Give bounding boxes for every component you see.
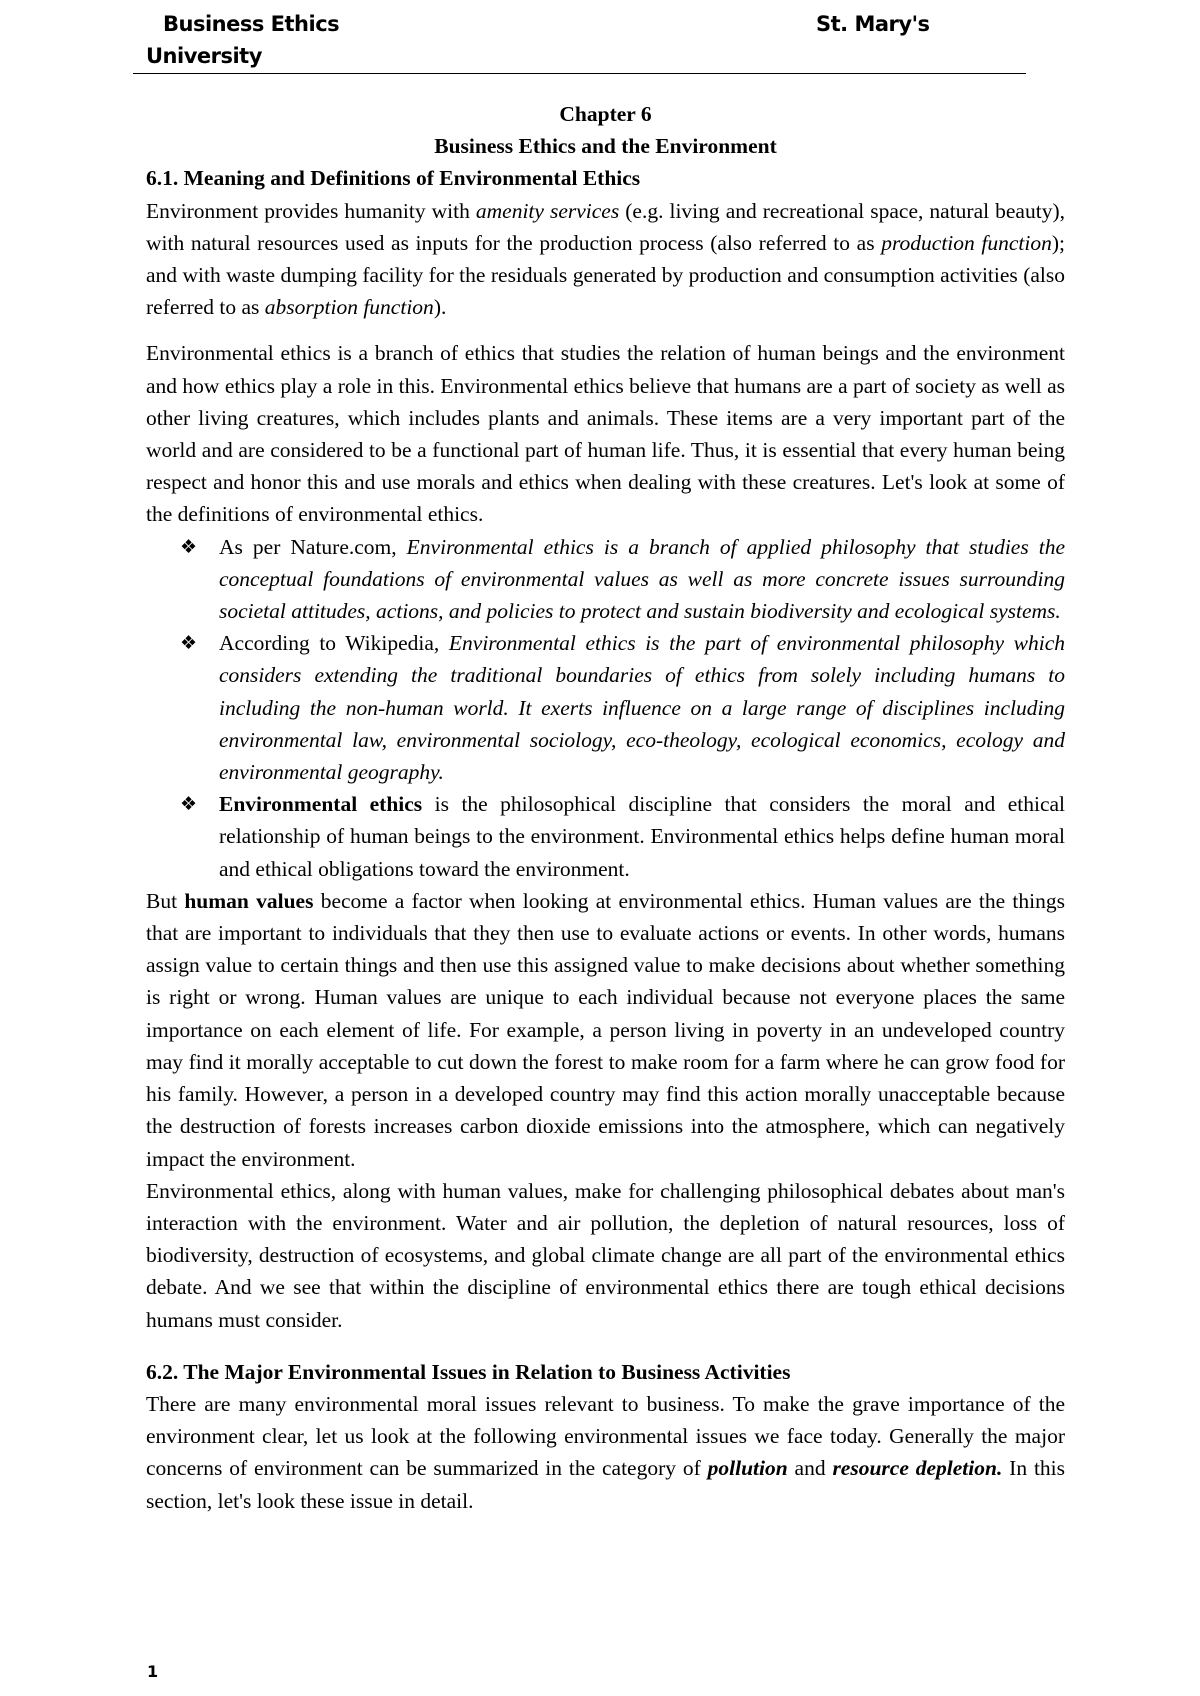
bullet-diamond-icon: ❖ [180,793,198,816]
paragraph-human-values: But human values become a factor when looking at environmental ethics. Human values are the things that are important to individuals that they then use to evaluate actions or events. In other words, humans assign value to certain things and then use this assigned value to make decisions about whether something is right or wrong. Human values are unique to each individual because not everyone places the same importance on each element of life. For example, a person living in poverty in an undeveloped country may find it morally acceptable to cut down the forest to make room for a farm where he can grow food for his family. However, a person in a developed country may find this action morally unacceptable because the destruction of forests increases carbon dioxide emissions into the atmosphere, which can negatively impact the environment. [146,888,1065,1171]
list-item: ❖ According to Wikipedia, Environmental ethics is the part of environmental philosophy which considers extending the traditional boundaries of ethics from solely including humans to including the non-human world. It exerts influence on a large range of disciplines including environmental law, environmental sociology, eco-theology, ecological economics, ecology and environmental geography. [219,627,1065,788]
page-body [146,98,1065,1517]
list-item: ❖ As per Nature.com, Environmental ethics is a branch of applied philosophy that studies the conceptual foundations of environmental values as well as more concrete issues surrounding societal attitudes, actions, and policies to protect and sustain biodiversity and ecological systems. [219,531,1065,628]
paragraph-environment-services: Environment provides humanity with amenity services (e.g. living and recreational space, natural beauty), with natural resources used as inputs for the production process (also referred to as production function); and with waste dumping facility for the residuals generated by production and consumption activities (also referred to as absorption function). [146,198,1065,320]
header-institution: St. Mary's [816,12,930,36]
section-heading-6-1: 6.1. Meaning and Definitions of Environmental Ethics [146,166,641,191]
list-item: ❖ Environmental ethics is the philosophical discipline that considers the moral and ethical relationship of human beings to the environment. Environmental ethics helps define human moral and ethical obligations toward the environment. [219,788,1065,885]
definitions-list [146,531,1065,885]
paragraph-ethics-debate: Environmental ethics, along with human values, make for challenging philosophical debates about man's interaction with the environment. Water and air pollution, the depletion of natural resources, loss of biodiversity, destruction of ecosystems, and global climate change are all part of the environmental ethics debate. And we see that within the discipline of environmental ethics there are tough ethical decisions humans must consider. [146,1178,1065,1332]
section-heading-6-2: 6.2. The Major Environmental Issues in Relation to Business Activities [146,1359,791,1384]
chapter-number: Chapter 6 [559,102,652,126]
header-institution-continued: University [146,44,262,68]
paragraph-environmental-issues: There are many environmental moral issues relevant to business. To make the grave importance of the environment clear, let us look at the following environmental issues we face today. Generally the major concerns of environment can be summarized in the category of pollution and resource depletion. In this section, let's look these issue in detail. [146,1391,1066,1513]
paragraph-environmental-ethics: Environmental ethics is a branch of ethics that studies the relation of human beings and the environment and how ethics play a role in this. Environmental ethics believe that humans are a part of society as well as other living creatures, which includes plants and animals. These items are a very important part of the world and are considered to be a functional part of human life. Thus, it is essential that every human being respect and honor this and use morals and ethics when dealing with these creatures. Let's look at some of the definitions of environmental ethics. [146,341,1065,527]
page-number: 1 [147,1662,159,1681]
bullet-diamond-icon: ❖ [180,535,198,558]
header-rule [133,73,1026,74]
header-course-title: Business Ethics [163,12,340,36]
chapter-title: Business Ethics and the Environment [434,134,777,159]
bullet-diamond-icon: ❖ [180,632,198,655]
